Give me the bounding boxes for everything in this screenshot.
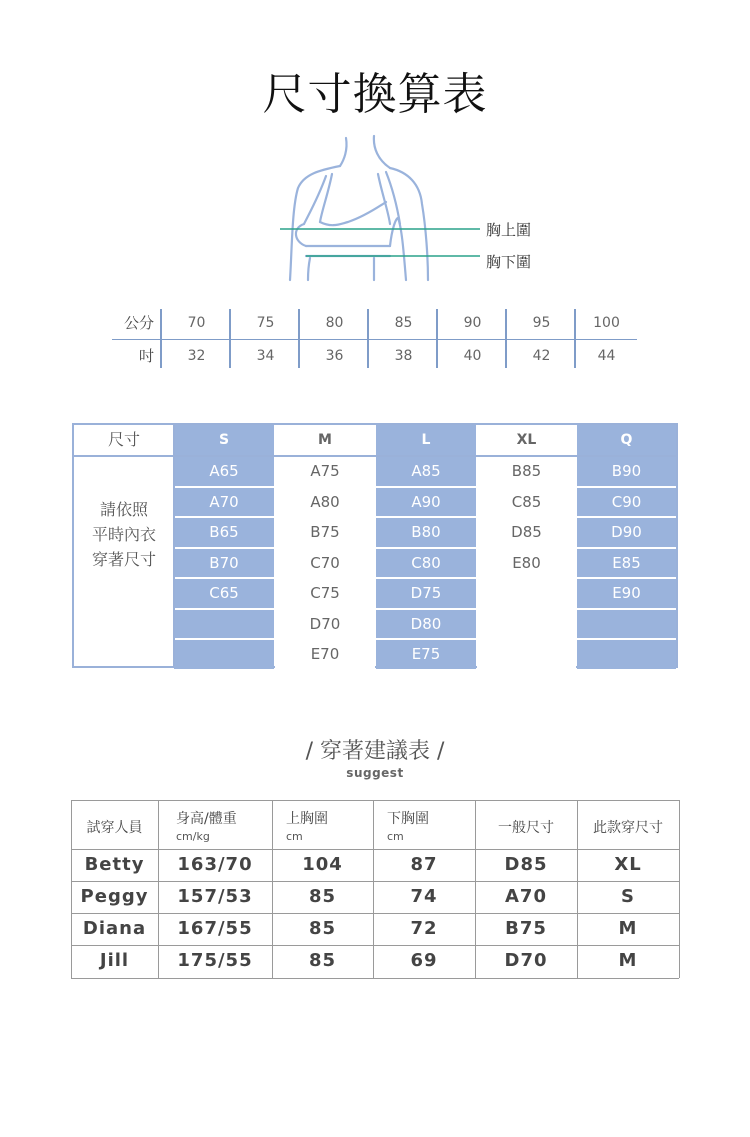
upper-chest-label: 胸上圍 <box>486 221 532 239</box>
size-cell: C65 <box>174 579 274 608</box>
size-cell: C70 <box>275 549 375 578</box>
inch-value: 40 <box>463 348 482 364</box>
cm-value: 70 <box>187 315 206 331</box>
inch-row <box>112 342 637 370</box>
divider <box>74 455 676 457</box>
suggest-header: 下胸圍 <box>387 811 429 827</box>
suggest-cell: M <box>618 918 638 939</box>
size-cell: B65 <box>174 518 274 547</box>
size-cell: C75 <box>275 579 375 608</box>
cm-row <box>112 309 637 337</box>
instruction-line: 平時內衣 <box>91 525 156 544</box>
suggest-header: 身高/體重 <box>176 811 237 827</box>
suggest-header-unit: cm <box>387 830 404 843</box>
inch-label: 吋 <box>138 347 154 365</box>
suggest-header: 上胸圍 <box>286 811 328 827</box>
cm-value: 75 <box>256 315 275 331</box>
suggest-table <box>71 800 679 978</box>
size-cell: E70 <box>275 640 375 669</box>
suggest-cell: M <box>618 950 638 971</box>
size-header-m: M <box>275 425 375 455</box>
suggest-header: 一般尺寸 <box>498 820 554 836</box>
under-chest-label: 胸下圍 <box>486 253 532 271</box>
suggest-cell: 104 <box>302 854 343 875</box>
size-cell <box>477 640 576 669</box>
suggest-subtitle: suggest <box>346 766 404 780</box>
divider <box>160 309 162 368</box>
size-cell: B70 <box>174 549 274 578</box>
size-cell: E75 <box>376 640 476 669</box>
size-cell: E80 <box>477 549 576 578</box>
size-cell: A70 <box>174 488 274 517</box>
body-measurement-figure <box>270 128 560 288</box>
size-cell: C90 <box>577 488 676 517</box>
divider <box>71 978 679 979</box>
suggest-cell: 157/53 <box>177 886 253 907</box>
divider <box>298 309 300 368</box>
suggest-title: / 穿著建議表 / <box>305 739 445 764</box>
cm-value: 80 <box>325 315 344 331</box>
suggest-cell: D85 <box>504 854 548 875</box>
inch-value: 32 <box>187 348 206 364</box>
tester-name: Jill <box>99 950 130 971</box>
size-header-s: S <box>174 425 274 455</box>
divider <box>173 425 175 666</box>
size-cell: A65 <box>174 457 274 486</box>
suggest-cell: 163/70 <box>177 854 253 875</box>
inch-value: 44 <box>597 348 616 364</box>
suggest-header: 試穿人員 <box>86 820 143 836</box>
size-table <box>72 423 678 668</box>
suggest-cell: 72 <box>410 918 438 939</box>
inch-value: 42 <box>532 348 551 364</box>
size-cell: B90 <box>577 457 676 486</box>
suggest-cell: D70 <box>504 950 548 971</box>
divider <box>71 800 679 801</box>
inch-value: 36 <box>325 348 344 364</box>
size-cell: D80 <box>376 610 476 639</box>
size-cell <box>174 610 274 639</box>
divider <box>574 309 576 368</box>
size-cell <box>577 610 676 639</box>
size-cell <box>174 640 274 669</box>
cm-label: 公分 <box>123 314 154 332</box>
cm-value: 85 <box>394 315 413 331</box>
size-cell: A80 <box>275 488 375 517</box>
cm-value: 95 <box>532 315 551 331</box>
size-cell: A75 <box>275 457 375 486</box>
cm-value: 90 <box>463 315 482 331</box>
suggest-cell: 85 <box>308 886 337 907</box>
suggest-header: 此款穿尺寸 <box>593 820 663 836</box>
divider <box>679 800 680 978</box>
size-cell: A85 <box>376 457 476 486</box>
suggest-cell: A70 <box>505 886 547 907</box>
size-header-label: 尺寸 <box>107 430 140 449</box>
size-cell: E85 <box>577 549 676 578</box>
suggest-cell: 167/55 <box>177 918 253 939</box>
suggest-cell: 85 <box>308 918 337 939</box>
size-cell <box>577 640 676 669</box>
tester-name: Betty <box>84 854 145 875</box>
size-cell: B75 <box>275 518 375 547</box>
suggest-cell: 87 <box>410 854 438 875</box>
divider <box>505 309 507 368</box>
size-cell: C80 <box>376 549 476 578</box>
size-cell: B85 <box>477 457 576 486</box>
inch-value: 34 <box>256 348 275 364</box>
size-cell: D85 <box>477 518 576 547</box>
inch-value: 38 <box>394 348 413 364</box>
divider <box>367 309 369 368</box>
divider <box>229 309 231 368</box>
divider <box>112 339 637 340</box>
suggest-header-unit: cm/kg <box>176 830 210 843</box>
suggest-cell: 175/55 <box>177 950 253 971</box>
tester-name: Peggy <box>80 886 149 907</box>
suggest-cell: B75 <box>505 918 547 939</box>
instruction-line: 穿著尺寸 <box>91 550 156 569</box>
size-cell: B80 <box>376 518 476 547</box>
suggest-cell: S <box>621 886 635 907</box>
size-cell <box>477 610 576 639</box>
size-grid <box>74 425 676 666</box>
suggest-cell: 85 <box>308 950 337 971</box>
divider <box>436 309 438 368</box>
page-title: 尺寸換算表 <box>262 69 488 120</box>
size-cell: D90 <box>577 518 676 547</box>
tester-name: Diana <box>82 918 147 939</box>
size-header-l: L <box>376 425 476 455</box>
suggest-cell: 74 <box>410 886 438 907</box>
suggest-cell: XL <box>614 854 642 875</box>
size-cell: E90 <box>577 579 676 608</box>
size-cell: D70 <box>275 610 375 639</box>
size-cell: A90 <box>376 488 476 517</box>
size-cell <box>477 579 576 608</box>
cm-value: 100 <box>593 315 620 331</box>
suggest-cell: 69 <box>410 950 438 971</box>
size-header-xl: XL <box>477 425 576 455</box>
size-cell: D75 <box>376 579 476 608</box>
suggest-header-unit: cm <box>286 830 303 843</box>
instruction-line: 請依照 <box>99 500 148 519</box>
size-cell: C85 <box>477 488 576 517</box>
size-header-q: Q <box>577 425 676 455</box>
